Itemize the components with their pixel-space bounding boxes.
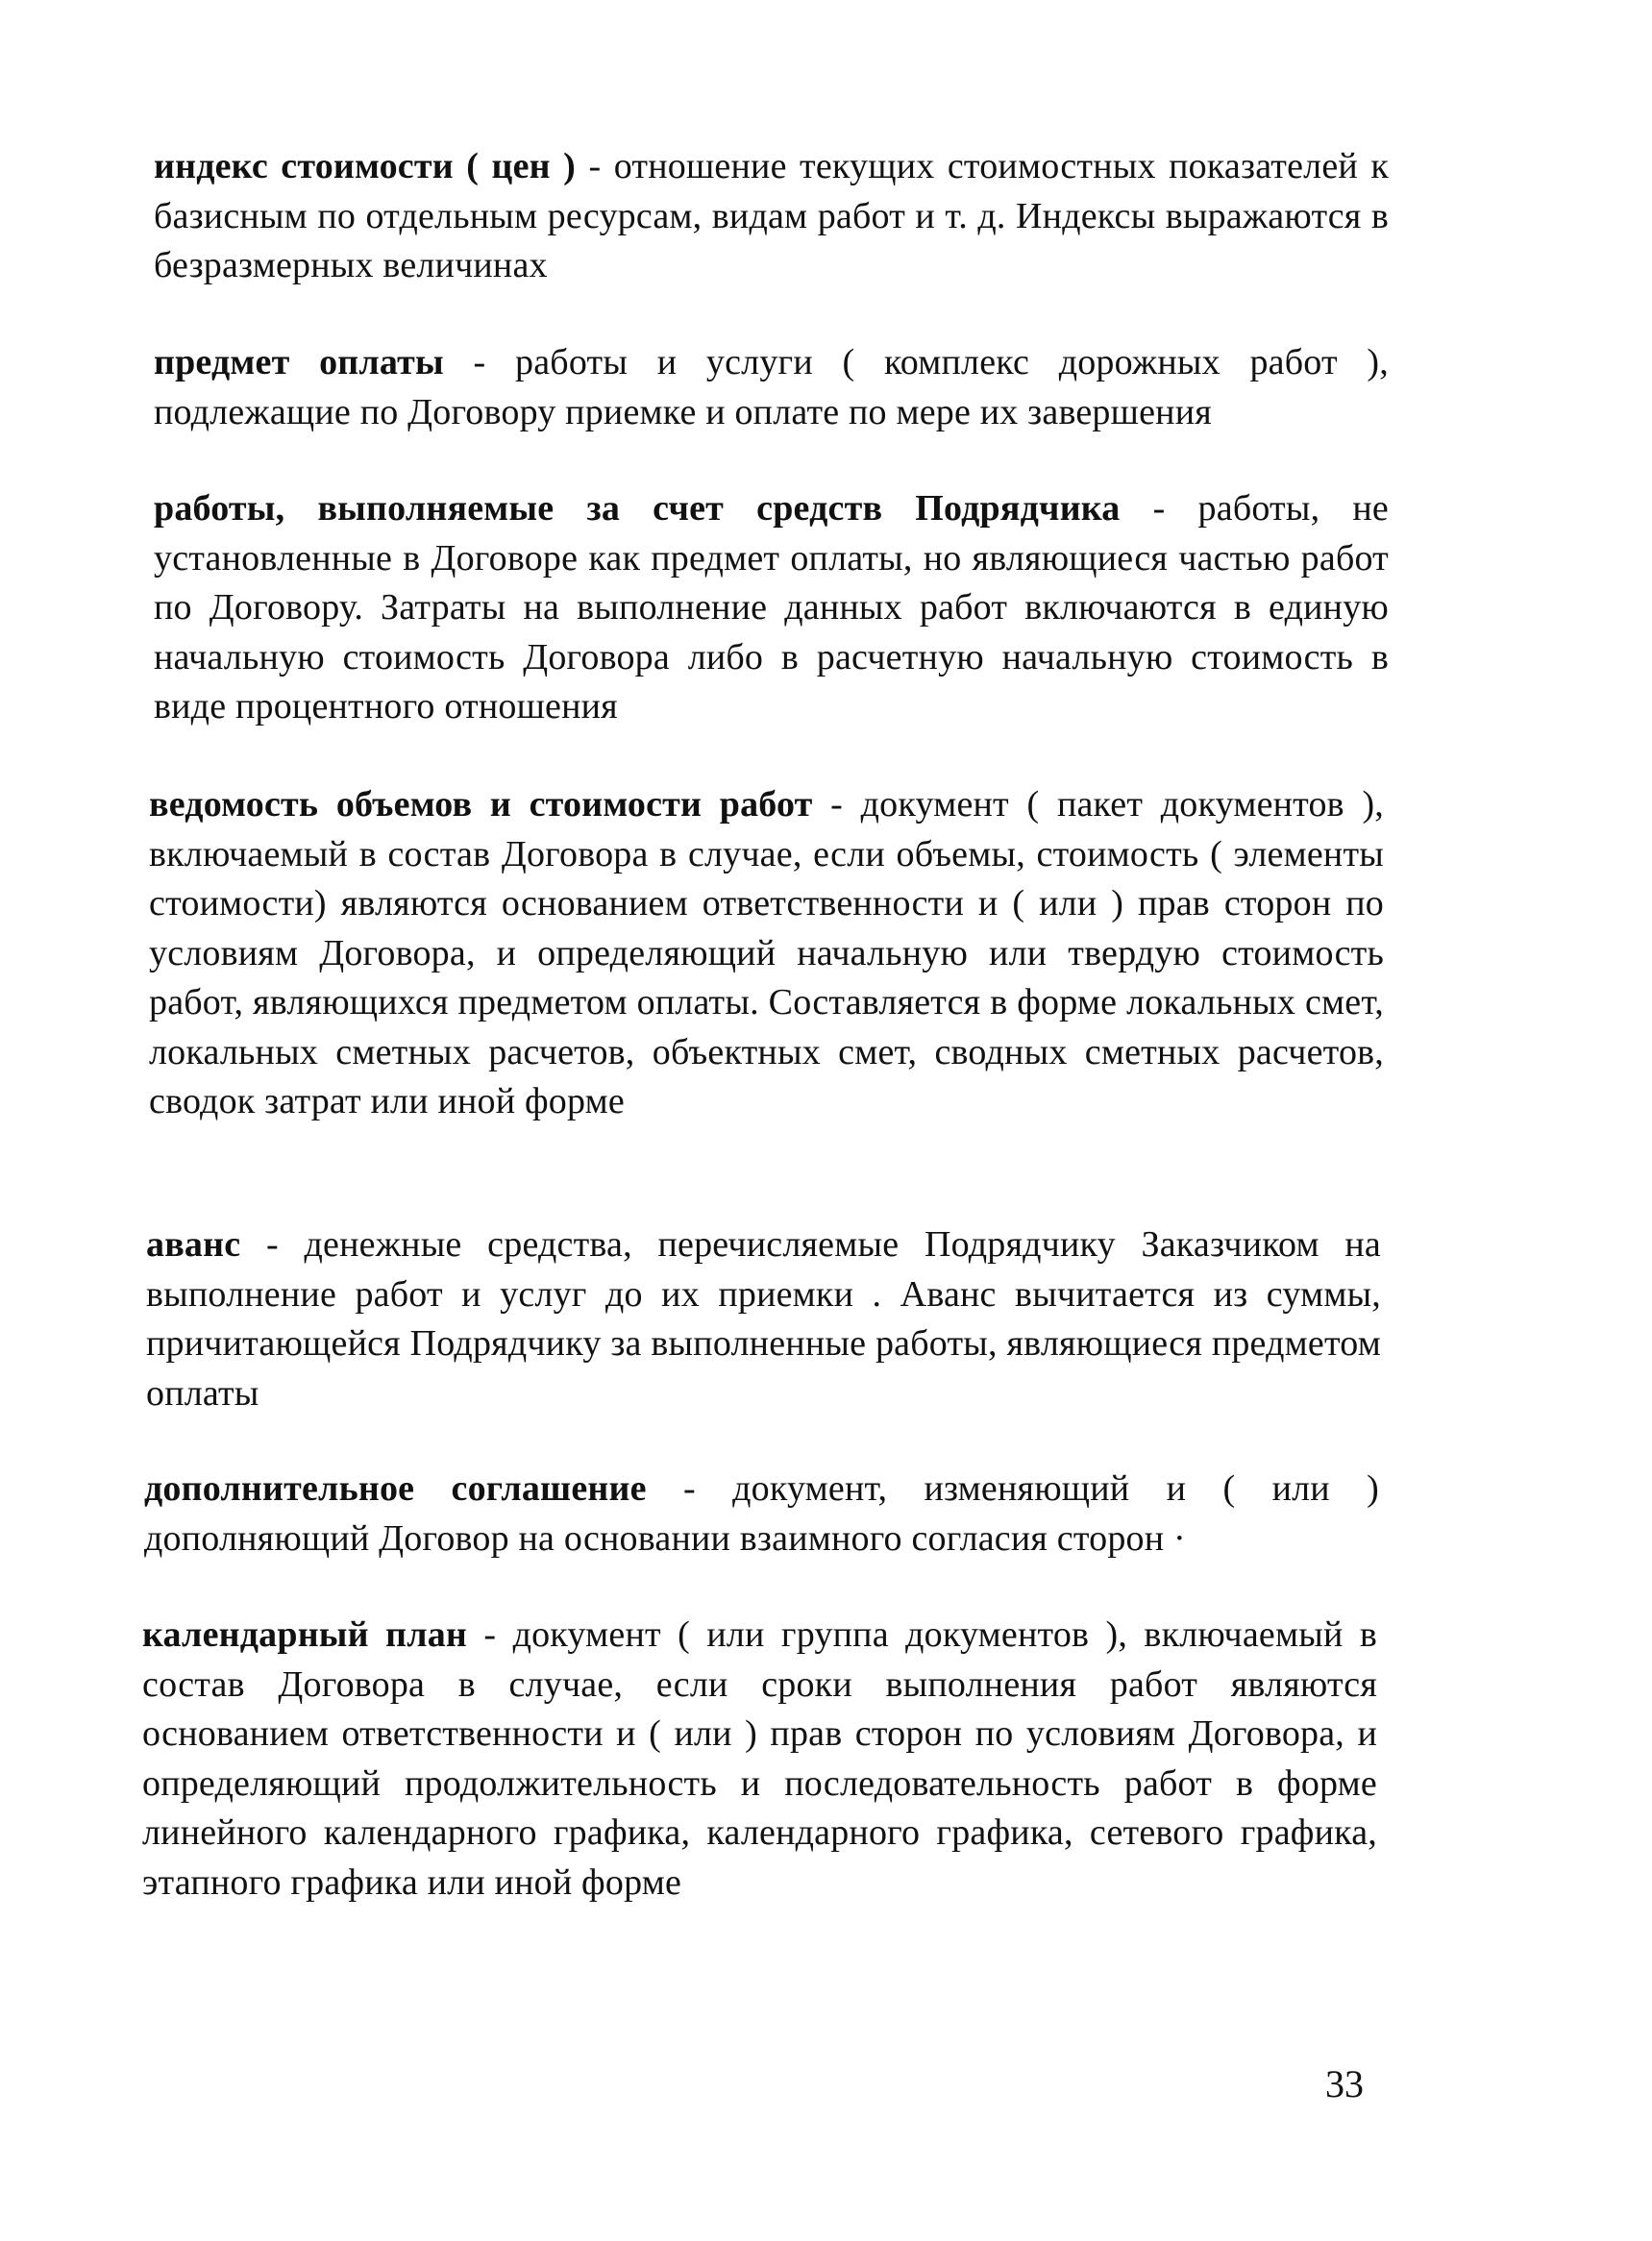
page-number: 33 (1325, 2062, 1364, 2106)
glossary-entry-bill-of-quantities (149, 780, 1384, 1127)
glossary-entry-payment-subject (154, 338, 1389, 437)
glossary-entry-advance (146, 1220, 1381, 1418)
glossary-entry-supplementary-agreement (144, 1465, 1379, 1564)
entry-definition: - работы, не установленные в Договоре как предмет оплаты, но являющиеся частью работ по Договору. Затраты на выполнение данных работ включаются в единую начальную стоимость Договора либо в расчетную начальную стоимость в виде процентного отношения (154, 488, 1389, 726)
entry-definition: - работы и услуги ( комплекс дорожных работ ), подлежащие по Договору приемке и оплате по мере их завершения (154, 342, 1389, 432)
entry-definition: - документ, изменяющий и ( или ) дополняющий Договор на основании взаимного согласия сторон · (144, 1468, 1379, 1559)
entry-definition: - документ ( пакет документов ), включаемый в состав Договора в случае, если объемы, стоимость ( элементы стоимости) являются основанием ответственности и ( или ) прав сторон по условиям Договора, и определяющий начальную или твердую стоимость работ, являющихся предметом оплаты. Составляется в форме локальных смет, локальных сметных расчетов, объектных смет, сводных сметных расчетов, сводок затрат или иной форме (149, 784, 1384, 1121)
entry-term: календарный план (142, 1614, 468, 1655)
entry-term: дополнительное соглашение (144, 1468, 647, 1509)
glossary-entry-calendar-plan (142, 1611, 1377, 1908)
entry-term: индекс стоимости ( цен ) (154, 146, 577, 186)
entry-definition: - отношение текущих стоимостных показателей к базисным по отдельным ресурсам, видам работ и т. д. Индексы выражаются в безразмерных величинах (154, 146, 1389, 285)
entry-term: работы, выполняемые за счет средств Подрядчика (154, 488, 1121, 529)
entry-term: ведомость объемов и стоимости работ (149, 784, 813, 825)
entry-term: предмет оплаты (154, 342, 444, 382)
glossary-entry-price-index (154, 142, 1389, 291)
entry-definition: - денежные средства, перечисляемые Подрядчику Заказчиком на выполнение работ и услуг до их приемки . Аванс вычитается из суммы, причитающейся Подрядчику за выполненные работы, являющиеся предметом оплаты (146, 1224, 1381, 1414)
entry-term: аванс (146, 1224, 241, 1265)
entry-definition: - документ ( или группа документов ), включаемый в состав Договора в случае, если сроки выполнения работ являются основанием ответственности и ( или ) прав сторон по условиям Договора, и определяющий продолжительность и последовательность работ в форме линейного календарного графика, календарного графика, сетевого графика, этапного графика или иной форме (142, 1614, 1377, 1903)
glossary-entry-contractor-funded-works (154, 484, 1389, 732)
